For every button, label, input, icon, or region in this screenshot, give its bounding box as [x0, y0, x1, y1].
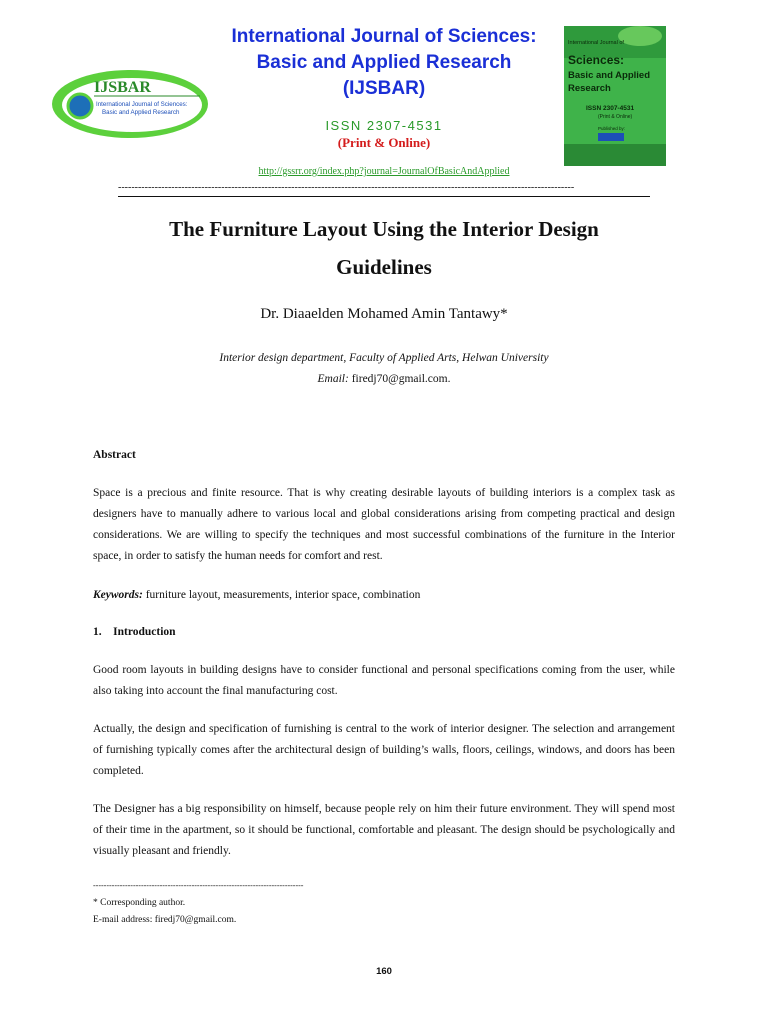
cover-title-1: Sciences:: [568, 53, 625, 67]
journal-title-line-1: International Journal of Sciences:: [231, 26, 537, 47]
paper-title-line-2: Guidelines: [336, 255, 432, 279]
page-number: 160: [376, 966, 392, 977]
introduction-paragraph: Good room layouts in building designs have to consider functional and personal specifications coming from the user, while also taking into account the final manufacturing cost.: [93, 664, 675, 697]
journal-url-link[interactable]: http://gssrr.org/index.php?journal=JournalOfBasicAndApplied: [258, 166, 510, 177]
author-name: Dr. Diaaelden Mohamed Amin Tantawy*: [260, 306, 508, 322]
author-email: [0, 373, 768, 385]
cover-published-by: Published by:: [598, 126, 626, 131]
paper-title-line-1: The Furniture Layout Using the Interior Design: [169, 217, 599, 241]
author-affiliation: Interior design department, Faculty of Applied Arts, Helwan University: [219, 352, 549, 364]
abstract-heading: Abstract: [93, 449, 136, 461]
footnote-email: E-mail address: firedj70@gmail.com.: [93, 915, 237, 925]
print-online-label: (Print & Online): [337, 135, 431, 150]
email-value: firedj70@gmail.com.: [351, 373, 451, 385]
journal-cover-image: [564, 26, 666, 166]
introduction-paragraph: The Designer has a big responsibility on himself, because people rely on him their future environment. They will spend most of their time in the apartment, so it should be functional, comfortable and pleasant. The design should be psychologically and visually pleasant and friendly.: [93, 803, 675, 857]
introduction-title: Introduction: [113, 626, 176, 638]
header-divider-rule: [118, 196, 650, 197]
cover-title-2: Basic and Applied: [568, 70, 650, 81]
introduction-heading: [93, 626, 176, 638]
email-label: Email:: [317, 373, 349, 385]
cover-issn: ISSN 2307-4531: [586, 105, 635, 112]
keywords: [93, 585, 675, 606]
issn: ISSN 2307-4531: [325, 118, 443, 133]
introduction-number: 1.: [93, 626, 102, 638]
cover-print-online: (Print & Online): [598, 114, 633, 120]
footnote-divider: -------------------------------------------------------------------------------: [93, 881, 304, 890]
journal-title-line-2: Basic and Applied Research: [256, 52, 512, 73]
logo-subtitle-1: International Journal of Sciences:: [96, 101, 188, 108]
keywords-label: Keywords:: [93, 589, 143, 601]
cover-top-label: International Journal of: [568, 40, 624, 46]
logo-name: IJSBAR: [94, 79, 151, 96]
cover-title-3: Research: [568, 83, 611, 94]
footnote-corresponding-author: * Corresponding author.: [93, 898, 186, 908]
header-divider-dashes: -----------------------------------------------------------------------------------------------------------------------------------------: [118, 182, 575, 193]
journal-title-line-3: (IJSBAR): [342, 78, 426, 99]
keywords-text: furniture layout, measurements, interior space, combination: [145, 589, 421, 601]
logo-subtitle-2: Basic and Applied Research: [102, 109, 180, 116]
abstract-text: Space is a precious and finite resource. That is why creating desirable layouts of building interiors is a complex task as designers have to manually adhere to various local and global considerations arising from competing practical and design considerations. We are willing to specify the techniques and most successful combinations of the furniture in the Interior space, in order to satisfy the human needs for comfort and rest.: [93, 487, 675, 562]
paper-title: [90, 210, 678, 286]
introduction-paragraph: Actually, the design and specification of furnishing is central to the work of interior designer. The selection and arrangement of furnishing typically comes after the architectural design of building’s walls, floors, ceilings, windows, and doors has been completed.: [93, 723, 675, 777]
